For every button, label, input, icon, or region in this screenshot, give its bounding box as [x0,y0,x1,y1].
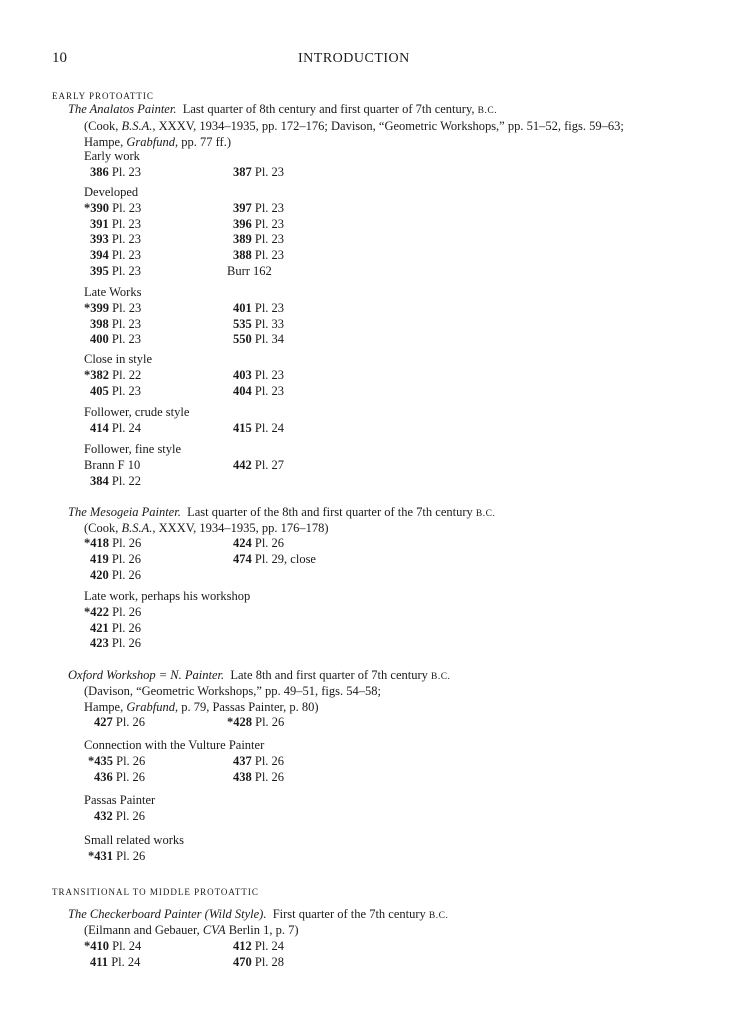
catalogue-number: 428 [233,715,252,729]
catalogue-entry [84,606,141,619]
catalogue-entry [233,202,284,215]
plate-reference: Pl. 23 [109,300,142,315]
catalogue-entry [84,202,141,215]
catalogue-number: 474 [233,551,252,566]
catalogue-number: 423 [90,636,109,651]
bibliography-line: (Cook, B.S.A., XXXV, 1934–1935, pp. 172–176; Davison, “Geometric Workshops,” pp. 51–52, figs. 59–63; [84,119,624,133]
plate-reference: Pl. 24 [108,420,142,435]
catalogue-number: 400 [90,332,109,347]
plate-reference: Pl. 33 [251,316,285,331]
catalogue-entry [90,422,141,435]
catalogue-number: 427 [94,715,113,729]
plate-reference: Pl. 26 [251,536,285,550]
plate-reference: Pl. 23 [108,264,142,278]
catalogue-number: 387 [233,164,252,179]
plate-reference: Pl. 23 [109,200,142,215]
plate-reference: Pl. 26 [113,753,146,768]
catalogue-entry [90,475,141,488]
catalogue-entry [84,369,141,382]
plate-reference: Pl. 26 [112,769,146,784]
catalogue-number: 390 [90,200,109,215]
catalogue-number: 399 [90,300,109,315]
painter-heading-mesogeia [68,506,495,520]
bc-label: B.C. [428,911,449,921]
catalogue-entry [233,218,284,231]
catalogue-number: 550 [233,332,252,347]
catalogue-number: 395 [90,264,109,278]
plate-reference: Pl. 24 [109,939,142,953]
catalogue-number: 404 [233,383,252,398]
catalogue-entry [233,771,284,784]
catalogue-entry [90,166,141,179]
catalogue-entry [84,537,141,550]
catalogue-number: 398 [90,316,109,331]
plate-reference: Pl. 23 [251,300,285,315]
star-marker: * [84,200,91,215]
catalogue-entry [233,166,284,179]
catalogue-number: 432 [94,808,113,823]
catalogue-number: 386 [90,164,109,179]
catalogue-entry [90,956,140,969]
plate-reference: Pl. 29, close [251,551,316,566]
star-marker: * [84,367,91,382]
catalogue-number: 470 [233,954,252,969]
painter-name: The Checkerboard Painter (Wild Style). [68,907,267,921]
plate-reference: Pl. 23 [251,232,285,247]
catalogue-entry [90,385,141,398]
plate-reference: Pl. 27 [251,457,285,472]
plate-reference: Pl. 24 [108,954,141,969]
bibliography-line: (Eilmann and Gebauer, CVA Berlin 1, p. 7) [84,923,299,937]
bibliography-line: Hampe, Grabfund, p. 79, Passas Painter, p. 80) [84,700,319,714]
group-title: Passas Painter [84,793,156,807]
painter-date: Last quarter of the 8th and first quarter of the 7th century [187,505,473,519]
catalogue-entry [94,716,145,729]
catalogue-entry: Brann F 10 [84,457,141,472]
page-number: 10 [52,50,67,66]
plate-reference: Pl. 23 [251,383,285,398]
plate-reference: Pl. 24 [251,939,285,953]
catalogue-entry [90,637,141,650]
catalogue-entry [90,318,141,331]
catalogue-entry [84,940,141,953]
catalogue-number: 389 [233,232,252,247]
bibliography-line: (Cook, B.S.A., XXXV, 1934–1935, pp. 176–178) [84,521,329,535]
plate-reference: Pl. 23 [251,248,285,263]
catalogue-number: 401 [233,300,252,315]
catalogue-entry [233,537,284,550]
bibliography-line: (Davison, “Geometric Workshops,” pp. 49–51, figs. 54–58; [84,684,381,698]
catalogue-entry [233,318,284,331]
catalogue-number: 396 [233,216,252,231]
plate-reference: Pl. 26 [108,620,142,635]
plate-reference: Pl. 26 [109,536,142,550]
plate-reference: Pl. 28 [251,954,285,969]
catalogue-number: 415 [233,420,252,435]
catalogue-number: 421 [90,620,109,635]
group-title: Connection with the Vulture Painter [84,738,265,752]
catalogue-entry [233,233,284,246]
catalogue-entry [90,553,141,566]
painter-name: Oxford Workshop = N. Painter. [68,668,225,682]
star-marker: * [84,536,91,550]
catalogue-number: 414 [90,420,109,435]
catalogue-entry [233,459,284,472]
catalogue-entry [233,369,284,382]
catalogue-number: 394 [90,248,109,263]
group-title: Follower, fine style [84,442,182,456]
catalogue-entry [90,218,141,231]
bc-label: B.C. [431,672,451,682]
catalogue-entry [94,771,145,784]
catalogue-number: 382 [90,367,109,382]
star-marker: * [88,753,95,768]
catalogue-entry [233,302,284,315]
catalogue-number: 442 [233,457,252,472]
catalogue-entry [84,302,141,315]
catalogue-entry [233,249,284,262]
group-title: Follower, crude style [84,405,190,419]
group-title: Close in style [84,352,153,366]
plate-reference: Pl. 26 [113,848,146,863]
catalogue-entry [233,333,284,346]
catalogue-number: 388 [233,248,252,263]
plate-reference: Pl. 23 [251,200,285,215]
painter-name: The Analatos Painter. [68,102,177,116]
catalogue-number: 422 [90,604,109,619]
plate-reference: Pl. 23 [251,367,285,382]
catalogue-entry [90,233,141,246]
catalogue-number: 437 [233,753,252,768]
plate-reference: Pl. 23 [108,164,142,179]
plate-reference: Pl. 22 [108,473,142,488]
catalogue-number: 435 [94,753,113,768]
catalogue-number: 384 [90,473,109,488]
group-title: Late Works [84,285,142,299]
group-title: Late work, perhaps his workshop [84,589,251,603]
catalogue-entry [233,422,284,435]
running-head: INTRODUCTION [298,51,410,66]
bibliography-line: Hampe, Grabfund, pp. 77 ff.) [84,135,231,149]
plate-reference: Pl. 34 [251,332,285,347]
catalogue-number: 405 [90,383,109,398]
plate-reference: Pl. 26 [251,753,285,768]
catalogue-number: 431 [94,848,113,863]
plate-reference: Pl. 23 [108,316,142,331]
catalogue-number: 424 [233,536,252,550]
catalogue-number: 397 [233,200,252,215]
group-title: Small related works [84,833,184,847]
painter-heading-analatos [68,103,497,117]
plate-reference: Pl. 23 [108,232,142,247]
plate-reference: Pl. 22 [109,367,142,382]
star-marker: * [88,848,95,863]
plate-reference: Pl. 26 [108,636,142,651]
catalogue-number: 438 [233,769,252,784]
plate-reference: Pl. 26 [112,715,146,729]
catalogue-entry [227,716,284,729]
catalogue-number: 535 [233,316,252,331]
plate-reference: Pl. 23 [251,216,285,231]
plate-reference: Pl. 26 [251,769,285,784]
catalogue-number: 412 [233,939,252,953]
bc-label: B.C. [477,106,498,116]
catalogue-entry [90,265,141,278]
catalogue-number: 391 [90,216,109,231]
star-marker: * [84,300,91,315]
catalogue-number: 419 [90,551,109,566]
catalogue-number: 411 [90,954,109,969]
plate-reference: Pl. 23 [108,248,142,263]
painter-date: Last quarter of 8th century and first quarter of 7th century, [182,102,475,116]
bc-label: B.C. [475,509,496,519]
catalogue-entry [233,940,284,953]
plate-reference: Pl. 24 [251,420,285,435]
catalogue-entry [90,333,141,346]
catalogue-entry [90,569,141,582]
painter-date: Late 8th and first quarter of 7th century [230,668,428,682]
plate-reference: Pl. 26 [109,604,142,619]
catalogue-entry [90,622,141,635]
painter-name: The Mesogeia Painter. [68,505,181,519]
plate-reference: Pl. 26 [252,715,285,729]
painter-date: First quarter of the 7th century [272,907,426,921]
catalogue-entry [233,755,284,768]
catalogue-entry [90,249,141,262]
plate-reference: Pl. 26 [112,808,146,823]
plate-reference: Pl. 23 [108,216,142,231]
catalogue-entry [94,810,145,823]
star-marker: * [227,715,234,729]
section-heading-transitional: TRANSITIONAL TO MIDDLE PROTOATTIC [52,887,259,897]
plate-reference: Pl. 23 [251,164,285,179]
painter-heading-oxford [68,669,450,683]
group-title: Early work [84,149,140,163]
plate-reference: Pl. 26 [108,567,142,582]
star-marker: * [84,604,91,619]
catalogue-entry [233,956,284,969]
catalogue-entry [88,755,145,768]
plate-reference: Pl. 23 [108,383,142,398]
star-marker: * [84,939,91,953]
plate-reference: Pl. 26 [108,551,142,566]
catalogue-entry [233,553,316,566]
catalogue-number: 436 [94,769,113,784]
catalogue-number: 418 [90,536,109,550]
catalogue-number: 410 [90,939,109,953]
catalogue-number: 420 [90,567,109,582]
catalogue-entry: Burr 162 [227,264,272,278]
catalogue-entry [88,850,145,863]
catalogue-number: 403 [233,367,252,382]
catalogue-number: 393 [90,232,109,247]
section-heading-early-protoattic: EARLY PROTOATTIC [52,91,154,101]
group-title: Developed [84,185,139,199]
catalogue-entry [233,385,284,398]
plate-reference: Pl. 23 [108,332,142,347]
painter-heading-checkerboard [68,908,448,922]
